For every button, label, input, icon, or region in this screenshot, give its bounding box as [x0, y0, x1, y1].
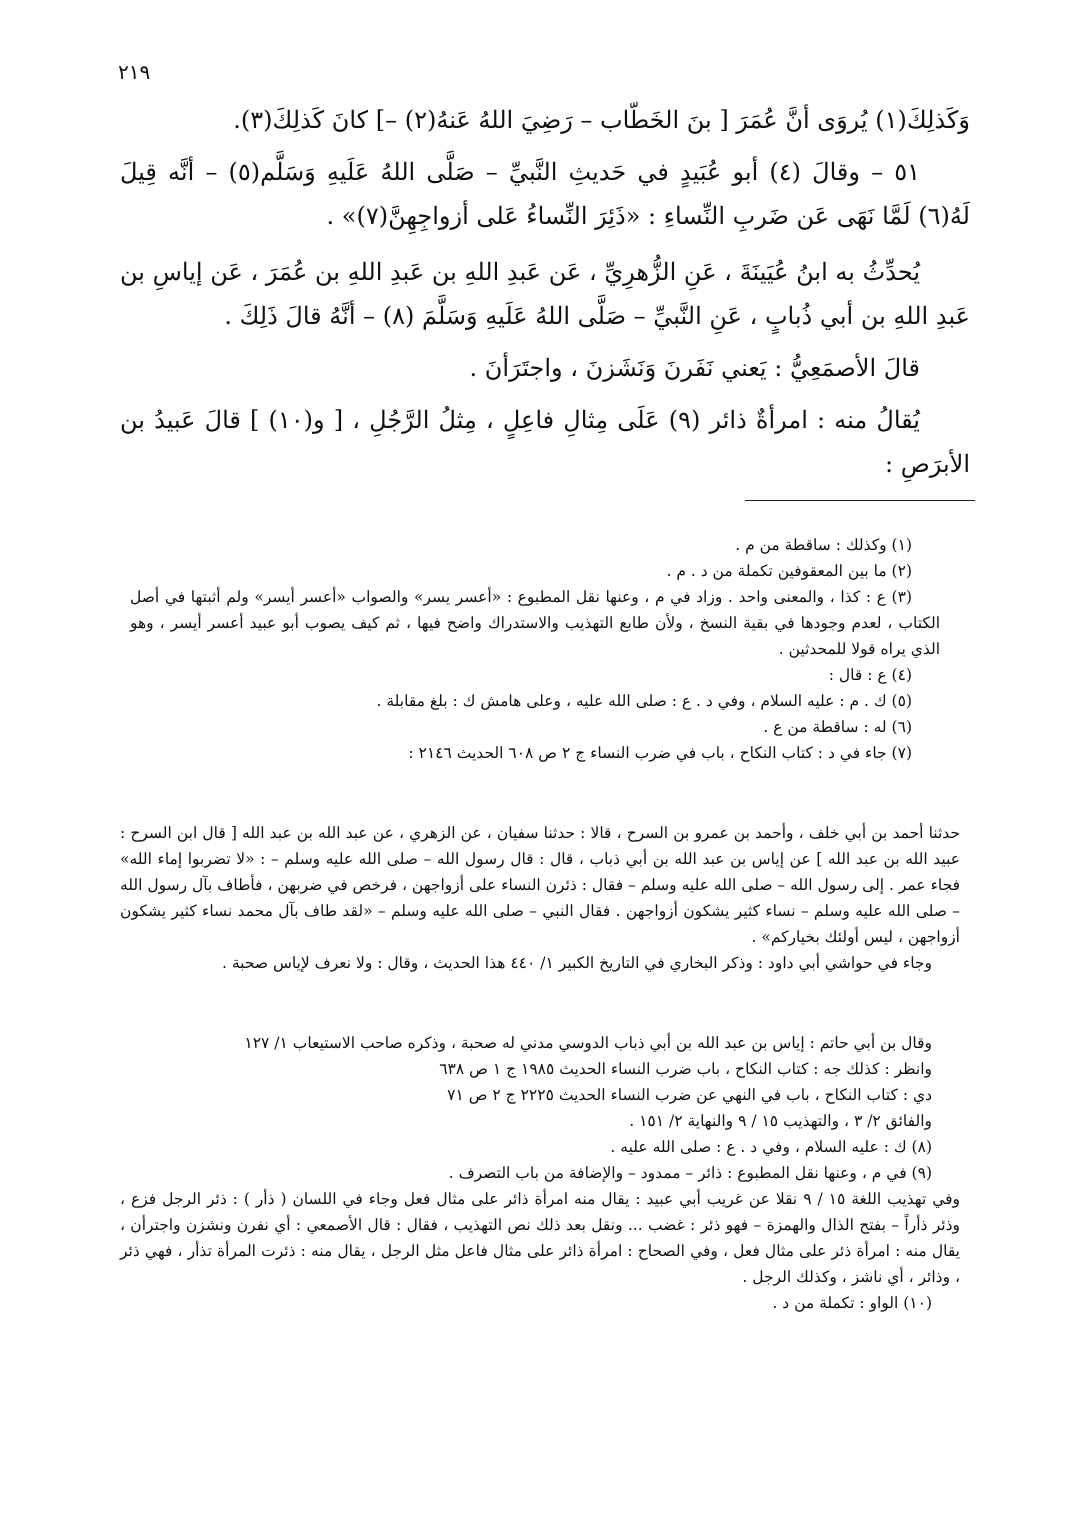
main-paragraph-1: وَكَذلِكَ(١) يُروَى أنَّ عُمَرَ [ بنَ الخَطّاب – رَضِيَ اللهُ عَنهُ(٢) –] كانَ كَذلِكَ(٣). — [233, 106, 970, 134]
footnote-10: (١٠) الواو : تكملة من د . — [772, 1294, 932, 1312]
main-paragraph-2: ٥١ – وقالَ (٤) أبو عُبَيدٍ في حَديثِ النَّبيِّ – صَلَّى اللهُ عَلَيهِ وَسَلَّم(٥) – أنَّه قِيلَ لَهُ(٦) لَمَّا نَهَى عَن ضَربِ النِّساءِ : «ذَئِرَ النِّساءُ عَلى أزواجِهِنَّ(٧)» . — [120, 158, 970, 230]
footnotes-block-2 — [120, 820, 960, 976]
footnote-7-ref-3: دي : كتاب النكاح ، باب في النهي عن ضرب النساء الحديث ٢٢٢٥ ج ٢ ص ٧١ — [447, 1086, 932, 1104]
footnote-separator — [745, 500, 975, 501]
footnotes-block-1 — [130, 532, 940, 766]
footnote-7-ref-2: وانظر : كذلك جه : كتاب النكاح ، باب ضرب النساء الحديث ١٩٨٥ ج ١ ص ٦٣٨ — [439, 1060, 932, 1078]
page-number: ٢١٩ — [118, 60, 151, 84]
main-paragraph-3: يُحدِّثُ به ابنُ عُيَينَةَ ، عَنِ الزُّهرِيِّ ، عَن عَبدِ اللهِ بن عَبدِ اللهِ بن عُمَرَ ، عَن إياسِ بن عَبدِ اللهِ بن أبي ذُبابٍ ، عَنِ النَّبيِّ – صَلَّى اللهُ عَلَيهِ وَسَلَّمَ (٨) – أنَّهُ قالَ ذَلِكَ . — [120, 258, 970, 330]
footnote-6: (٦) له : ساقطة من ع . — [763, 718, 912, 736]
footnote-9-note: وفي تهذيب اللغة ١٥ / ٩ نقلا عن غريب أبي عبيد : يقال منه امرأة ذائر على مثال فعل وجاء في اللسان ( ذأر ) : ذئر الرجل فزع ، وذئر ذأراً – بفتح الذال والهمزة – فهو ذئر : غضب ... ونقل بعد ذلك نص التهذيب ، فقال : قال الأصمعي : أي نفرن ونشزن واجترأن ، يقال منه : امرأة ذئر على مثال فعل ، وفي الصحاح : امرأة ذائر على مثال فاعل مثل الرجل ، يقال منه : ذئرت المرأة تذأر ، فهي ذئر ، وذائر ، أي ناشز ، وكذلك الرجل . — [120, 1190, 961, 1286]
footnote-8: (٨) ك : عليه السلام ، وفي د . ع : صلى الله عليه . — [610, 1138, 932, 1156]
footnote-9: (٩) في م ، وعنها نقل المطبوع : ذائر – ممدود – والإضافة من باب التصرف . — [448, 1164, 932, 1182]
footnote-7: (٧) جاء في د : كتاب النكاح ، باب في ضرب النساء ج ٢ ص ٦٠٨ الحديث ٢١٤٦ : — [408, 744, 912, 762]
main-text — [120, 98, 970, 486]
footnote-7-ref-1: وقال بن أبي حاتم : إياس بن عبد الله بن أبي ذباب الدوسي مدني له صحبة ، وذكره صاحب الاستيعاب ١/ ١٢٧ — [244, 1034, 932, 1052]
footnote-5: (٥) ك . م : عليه السلام ، وفي د . ع : صلى الله عليه ، وعلى هامش ك : بلغ مقابلة . — [376, 692, 912, 710]
footnote-4: (٤) ع : قال : — [828, 666, 912, 684]
footnote-2: (٢) ما بين المعقوفين تكملة من د . م . — [666, 562, 912, 580]
main-paragraph-5: يُقالُ منه : امرأةٌ ذائر (٩) عَلَى مِثالِ فاعِلٍ ، مِثلُ الرَّجُلِ ، [ و(١٠) ] قالَ عَبيدُ بن الأبرَصِ : — [120, 406, 970, 478]
footnote-3: (٣) ع : كذا ، والمعنى واحد . وزاد في م ، وعنها نقل المطبوع : «أعسر يسر» والصواب «أعسر أيسر» ولم أثبتها في أصل الكتاب ، لعدم وجودها في بقية النسخ ، ولأن طابع التهذيب والاستدراك واضح فيها ، ثم كيف يصوب أبو عبيد أعسر أيسر ، وهو الذي يراه قولا للمحدثين . — [130, 588, 940, 658]
footnote-7-ref-4: والفائق ٢/ ٣ ، والتهذيب ١٥ / ٩ والنهاية ٢/ ١٥١ . — [629, 1112, 932, 1130]
footnote-1: (١) وكذلك : ساقطة من م . — [735, 536, 912, 554]
footnotes-block-3 — [120, 1030, 960, 1316]
main-paragraph-4: قالَ الأصمَعِيُّ : يَعني نَفَرنَ وَنَشَزنَ ، واجتَرَأنَ . — [469, 354, 920, 382]
footnote-7-note: وجاء في حواشي أبي داود : وذكر البخاري في التاريخ الكبير ١/ ٤٤٠ هذا الحديث ، وقال : ولا نعرف لإياس صحبة . — [222, 954, 932, 972]
hadith-quote: حدثنا أحمد بن أبي خلف ، وأحمد بن عمرو بن السرح ، قالا : حدثنا سفيان ، عن الزهري ، عن عبد الله بن عبد الله [ قال ابن السرح : عبيد الله بن عبد الله ] عن إياس بن عبد الله بن أبي ذباب ، قال : قال رسول الله – صلى الله عليه وسلم – : «لا تضربوا إماء الله» فجاء عمر . إلى رسول الله – صلى الله عليه وسلم – فقال : ذئرن النساء على أزواجهن ، فرخص في ضربهن ، فأطاف بآل رسول الله – صلى الله عليه وسلم – نساء كثير يشكون أزواجهن . فقال النبي – صلى الله عليه وسلم – «لقد طاف بآل محمد نساء كثير يشكون أزواجهن ، ليس أولئك بخياركم» . — [119, 824, 960, 946]
